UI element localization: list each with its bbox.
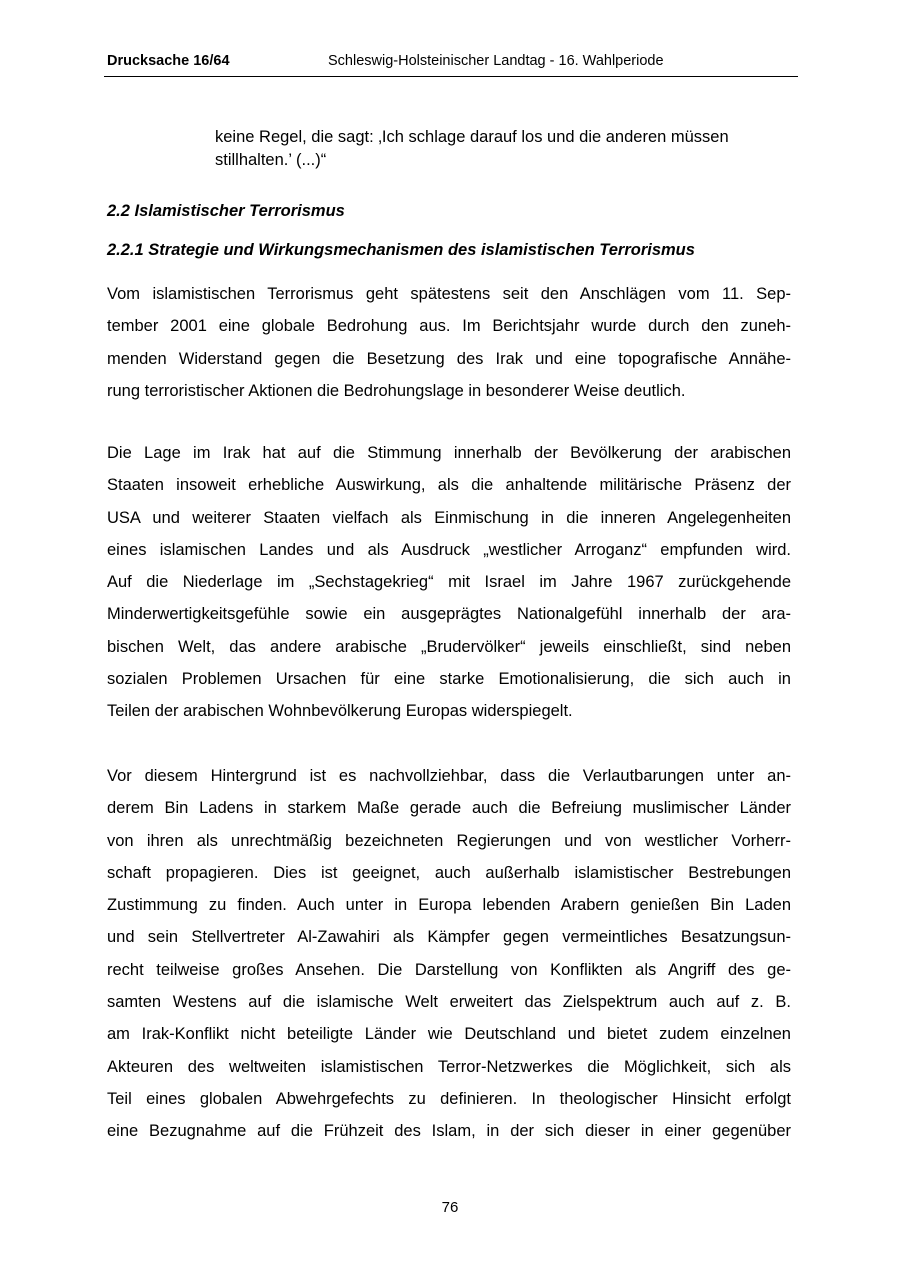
text-line: Staaten insoweit erhebliche Auswirkung, als die anhaltende militärische Präsenz der: [107, 476, 791, 495]
text-line: am Irak-Konflikt nicht beteiligte Länder wie Deutschland und bietet zudem einzelnen: [107, 1025, 791, 1044]
text-line: recht teilweise großes Ansehen. Die Darstellung von Konflikten als Angriff des ge-: [107, 960, 791, 979]
text-line: Zustimmung zu finden. Auch unter in Europa lebenden Arabern genießen Bin Laden: [107, 896, 791, 915]
text-line: Die Lage im Irak hat auf die Stimmung innerhalb der Bevölkerung der arabischen: [107, 444, 791, 462]
text-line: schaft propagieren. Dies ist geeignet, auch außerhalb islamistischer Bestrebungen: [107, 863, 791, 882]
block-quote: [215, 126, 795, 172]
text-line: Teil eines globalen Abwehrgefechts zu definieren. In theologischer Hinsicht erfolgt: [107, 1089, 791, 1108]
text-line: samten Westens auf die islamische Welt erweitert das Zielspektrum auch auf z. B.: [107, 993, 791, 1012]
text-line: eines islamischen Landes und als Ausdruck „westlicher Arroganz“ empfunden wird.: [107, 540, 791, 559]
text-line: derem Bin Ladens in starkem Maße gerade auch die Befreiung muslimischer Länder: [107, 799, 791, 818]
paragraph-3: [107, 760, 791, 1148]
text-line: tember 2001 eine globale Bedrohung aus. Im Berichtsjahr wurde durch den zuneh-: [107, 317, 791, 336]
text-line: sozialen Problemen Ursachen für eine starke Emotionalisierung, die sich auch in: [107, 670, 791, 689]
page-header: [104, 50, 798, 77]
text-line: Akteuren des weltweiten islamistischen Terror-Netzwerkes die Möglichkeit, sich als: [107, 1057, 791, 1076]
paragraph-1: [107, 278, 791, 407]
text-line: eine Bezugnahme auf die Frühzeit des Islam, in der sich dieser in einer gegenüber: [107, 1122, 791, 1141]
text-line: von ihren als unrechtmäßig bezeichneten Regierungen und von westlicher Vorherr-: [107, 831, 791, 850]
header-title: Schleswig-Holsteinischer Landtag - 16. Wahlperiode: [328, 53, 664, 69]
page-number: 76: [441, 1199, 459, 1216]
text-line: bischen Welt, das andere arabische „Brudervölker“ jeweils einschließt, sind neben: [107, 637, 791, 656]
text-line: USA und weiterer Staaten vielfach als Einmischung in die inneren Angelegenheiten: [107, 508, 791, 527]
document-number: Drucksache 16/64: [107, 53, 230, 69]
text-line: menden Widerstand gegen die Besetzung des Irak und eine topografische Annähe-: [107, 349, 791, 368]
subsection-heading: 2.2.1 Strategie und Wirkungsmechanismen des islamistischen Terrorismus: [107, 241, 695, 259]
quote-line: stillhalten.’ (...)“: [215, 151, 327, 169]
text-line: Auf die Niederlage im „Sechstagekrieg“ mit Israel im Jahre 1967 zurückgehende: [107, 573, 791, 592]
text-line: Vor diesem Hintergrund ist es nachvollziehbar, dass die Verlautbarungen unter an-: [107, 767, 791, 785]
paragraph-2: [107, 437, 791, 728]
quote-line: keine Regel, die sagt: ‚Ich schlage darauf los und die anderen müssen: [215, 128, 729, 146]
section-heading: 2.2 Islamistischer Terrorismus: [107, 202, 345, 220]
text-line: Teilen der arabischen Wohnbevölkerung Europas widerspiegelt.: [107, 702, 573, 721]
text-line: Minderwertigkeitsgefühle sowie ein ausgeprägtes Nationalgefühl innerhalb der ara-: [107, 605, 791, 624]
text-line: rung terroristischer Aktionen die Bedrohungslage in besonderer Weise deutlich.: [107, 381, 686, 400]
text-line: Vom islamistischen Terrorismus geht spätestens seit den Anschlägen vom 11. Sep-: [107, 285, 791, 303]
text-line: und sein Stellvertreter Al-Zawahiri als Kämpfer gegen vermeintliches Besatzungsun-: [107, 928, 791, 947]
